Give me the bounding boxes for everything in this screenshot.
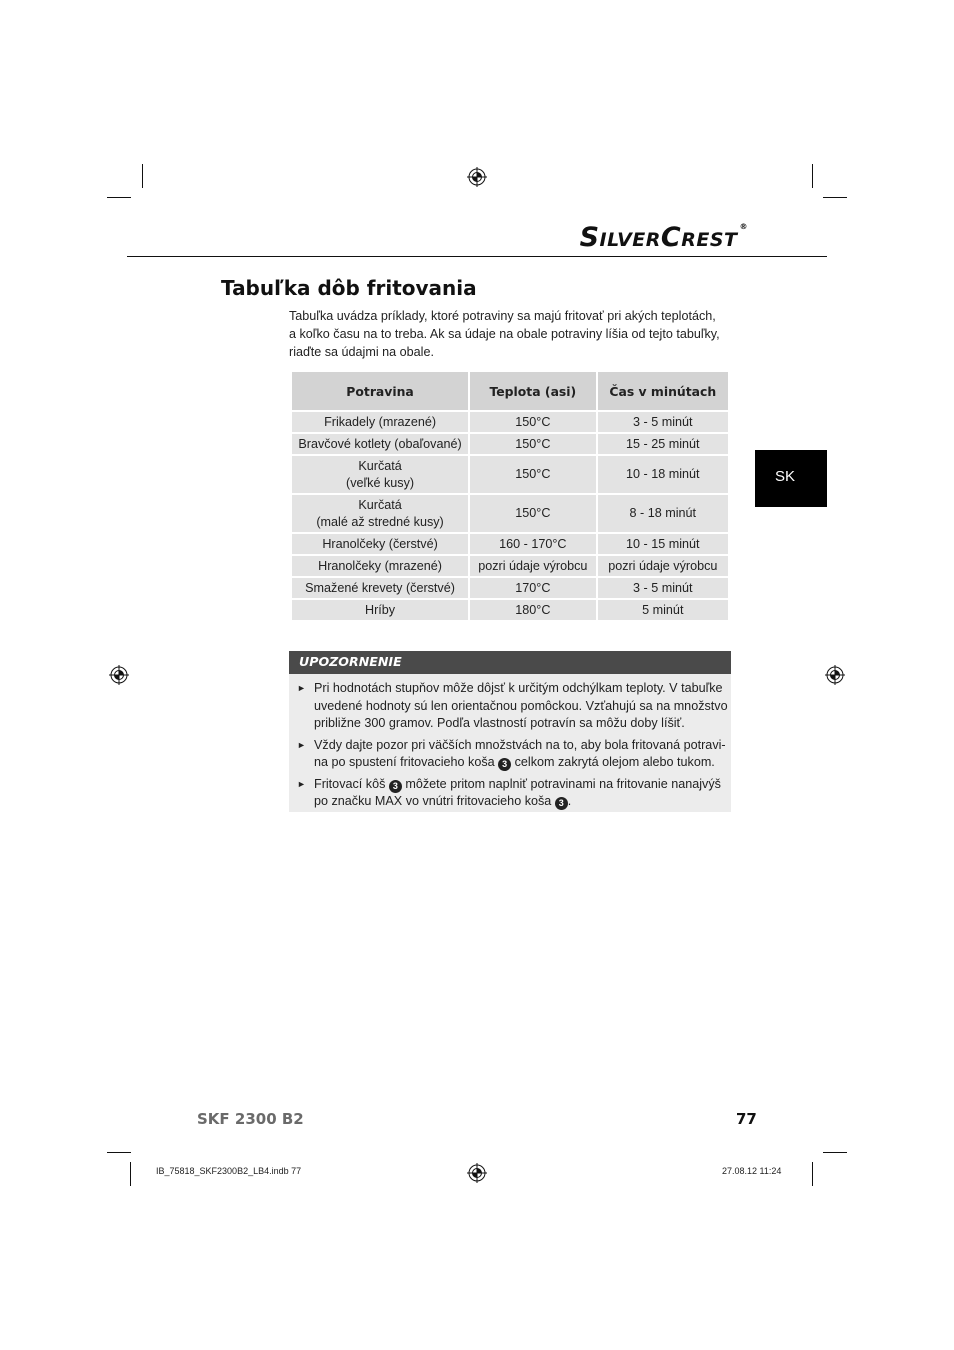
table-row — [291, 433, 729, 455]
list-item — [289, 776, 731, 811]
basket-reference-number: 3 — [389, 780, 402, 793]
cell-food — [291, 455, 469, 494]
crop-mark — [812, 1162, 813, 1186]
cell-temperature: 150°C — [469, 494, 596, 533]
basket-reference-number: 3 — [498, 758, 511, 771]
table-row — [291, 555, 729, 577]
registration-mark-icon — [825, 665, 845, 685]
bullet-arrow-icon: ► — [297, 683, 306, 693]
cell-food: Smažené krevety (čerstvé) — [291, 577, 469, 599]
crop-mark — [823, 1152, 847, 1153]
cell-time: 10 - 18 minút — [597, 455, 729, 494]
crop-mark — [107, 197, 131, 198]
list-item — [289, 680, 731, 733]
crop-mark — [812, 164, 813, 188]
warning-text: po značku MAX vo vnútri fritovacieho koša — [314, 794, 552, 808]
list-item — [289, 737, 731, 772]
cell-food-line: (malé až stredné kusy) — [316, 514, 444, 529]
intro-line: Tabuľka uvádza príklady, ktoré potraviny sa majú fritovať pri akých teplotách, — [289, 309, 716, 323]
table-row — [291, 411, 729, 433]
intro-line: a koľko času na to treba. Ak sa údaje na obale potraviny líšia od tejto tabuľky, — [289, 327, 720, 341]
cell-food: Hranolčeky (čerstvé) — [291, 533, 469, 555]
cell-time: 10 - 15 minút — [597, 533, 729, 555]
cell-food — [291, 494, 469, 533]
warning-line — [314, 776, 721, 794]
warning-line: uvedené hodnoty sú len orientačnou pomôckou. Vzťahujú sa na množstvo — [314, 698, 728, 713]
model-number: SKF 2300 B2 — [197, 1110, 304, 1128]
column-header-food: Potravina — [291, 371, 469, 411]
page-number: 77 — [736, 1110, 757, 1128]
column-header-time: Čas v minútach — [597, 371, 729, 411]
cell-temperature: 150°C — [469, 433, 596, 455]
basket-reference-number: 3 — [555, 797, 568, 810]
cell-time: 5 minút — [597, 599, 729, 621]
warning-text: na po spustení fritovacieho koša — [314, 755, 495, 769]
table-row — [291, 533, 729, 555]
crop-mark — [823, 197, 847, 198]
table-row — [291, 455, 729, 494]
warning-line: Vždy dajte pozor pri väčších množstvách na to, aby bola fritovaná potravi- — [314, 737, 726, 752]
cell-food-line: (veľké kusy) — [346, 475, 415, 490]
bullet-arrow-icon: ► — [297, 739, 306, 750]
brand-logo: SILVERCREST® — [579, 222, 748, 253]
cell-temperature: 180°C — [469, 599, 596, 621]
warning-line — [314, 793, 721, 811]
warning-text: celkom zakrytá olejom alebo tukom. — [514, 755, 715, 769]
intro-paragraph — [289, 307, 734, 361]
print-slug-datetime: 27.08.12 11:24 — [722, 1166, 782, 1176]
cell-temperature: 150°C — [469, 411, 596, 433]
registration-mark-icon — [467, 1163, 487, 1183]
registration-mark-icon — [467, 167, 487, 187]
cell-time: pozri údaje výrobcu — [597, 555, 729, 577]
print-slug-file: IB_75818_SKF2300B2_LB4.indb 77 — [156, 1166, 302, 1176]
cell-food: Bravčové kotlety (obaľované) — [291, 433, 469, 455]
cell-food: Hríby — [291, 599, 469, 621]
registration-mark-icon — [109, 665, 129, 685]
header-divider — [127, 256, 827, 257]
language-tab — [755, 450, 827, 507]
warning-text: . — [567, 794, 572, 808]
crop-mark — [130, 1162, 131, 1186]
warning-line — [314, 754, 721, 772]
cell-food: Hranolčeky (mrazené) — [291, 555, 469, 577]
language-code: SK — [775, 468, 796, 485]
cell-time: 8 - 18 minút — [597, 494, 729, 533]
cell-temperature: 150°C — [469, 455, 596, 494]
crop-mark — [142, 164, 143, 188]
crop-mark — [107, 1152, 131, 1153]
warning-heading-bar — [289, 651, 731, 674]
intro-line: riaďte sa údajmi na obale. — [289, 345, 434, 359]
cell-time: 3 - 5 minút — [597, 411, 729, 433]
warning-list — [289, 680, 731, 815]
cell-food-line: Kurčatá — [358, 458, 402, 473]
warning-line: Pri hodnotách stupňov môže dôjsť k určitým odchýlkam teploty. V tabuľke — [314, 681, 723, 695]
warning-text: môžete pritom naplniť potravinami na fritovanie nanajvýš — [405, 776, 721, 791]
column-header-temperature: Teplota (asi) — [469, 371, 596, 411]
cell-time: 15 - 25 minút — [597, 433, 729, 455]
page-title: Tabuľka dôb fritovania — [221, 276, 477, 300]
table-header-row — [291, 371, 729, 411]
cell-food-line: Kurčatá — [358, 497, 402, 512]
cell-time: 3 - 5 minút — [597, 577, 729, 599]
cell-temperature: pozri údaje výrobcu — [469, 555, 596, 577]
warning-heading: UPOZORNENIE — [299, 654, 402, 669]
table-row — [291, 494, 729, 533]
warning-text: Fritovací kôš — [314, 776, 386, 791]
frying-times-table — [290, 370, 730, 622]
warning-line: približne 300 gramov. Podľa vlastností potravín sa môžu doby líšiť. — [314, 716, 685, 730]
warning-box — [289, 674, 731, 812]
cell-food: Frikadely (mrazené) — [291, 411, 469, 433]
cell-temperature: 160 - 170°C — [469, 533, 596, 555]
cell-temperature: 170°C — [469, 577, 596, 599]
table-row — [291, 599, 729, 621]
bullet-arrow-icon: ► — [297, 778, 306, 789]
table-row — [291, 577, 729, 599]
